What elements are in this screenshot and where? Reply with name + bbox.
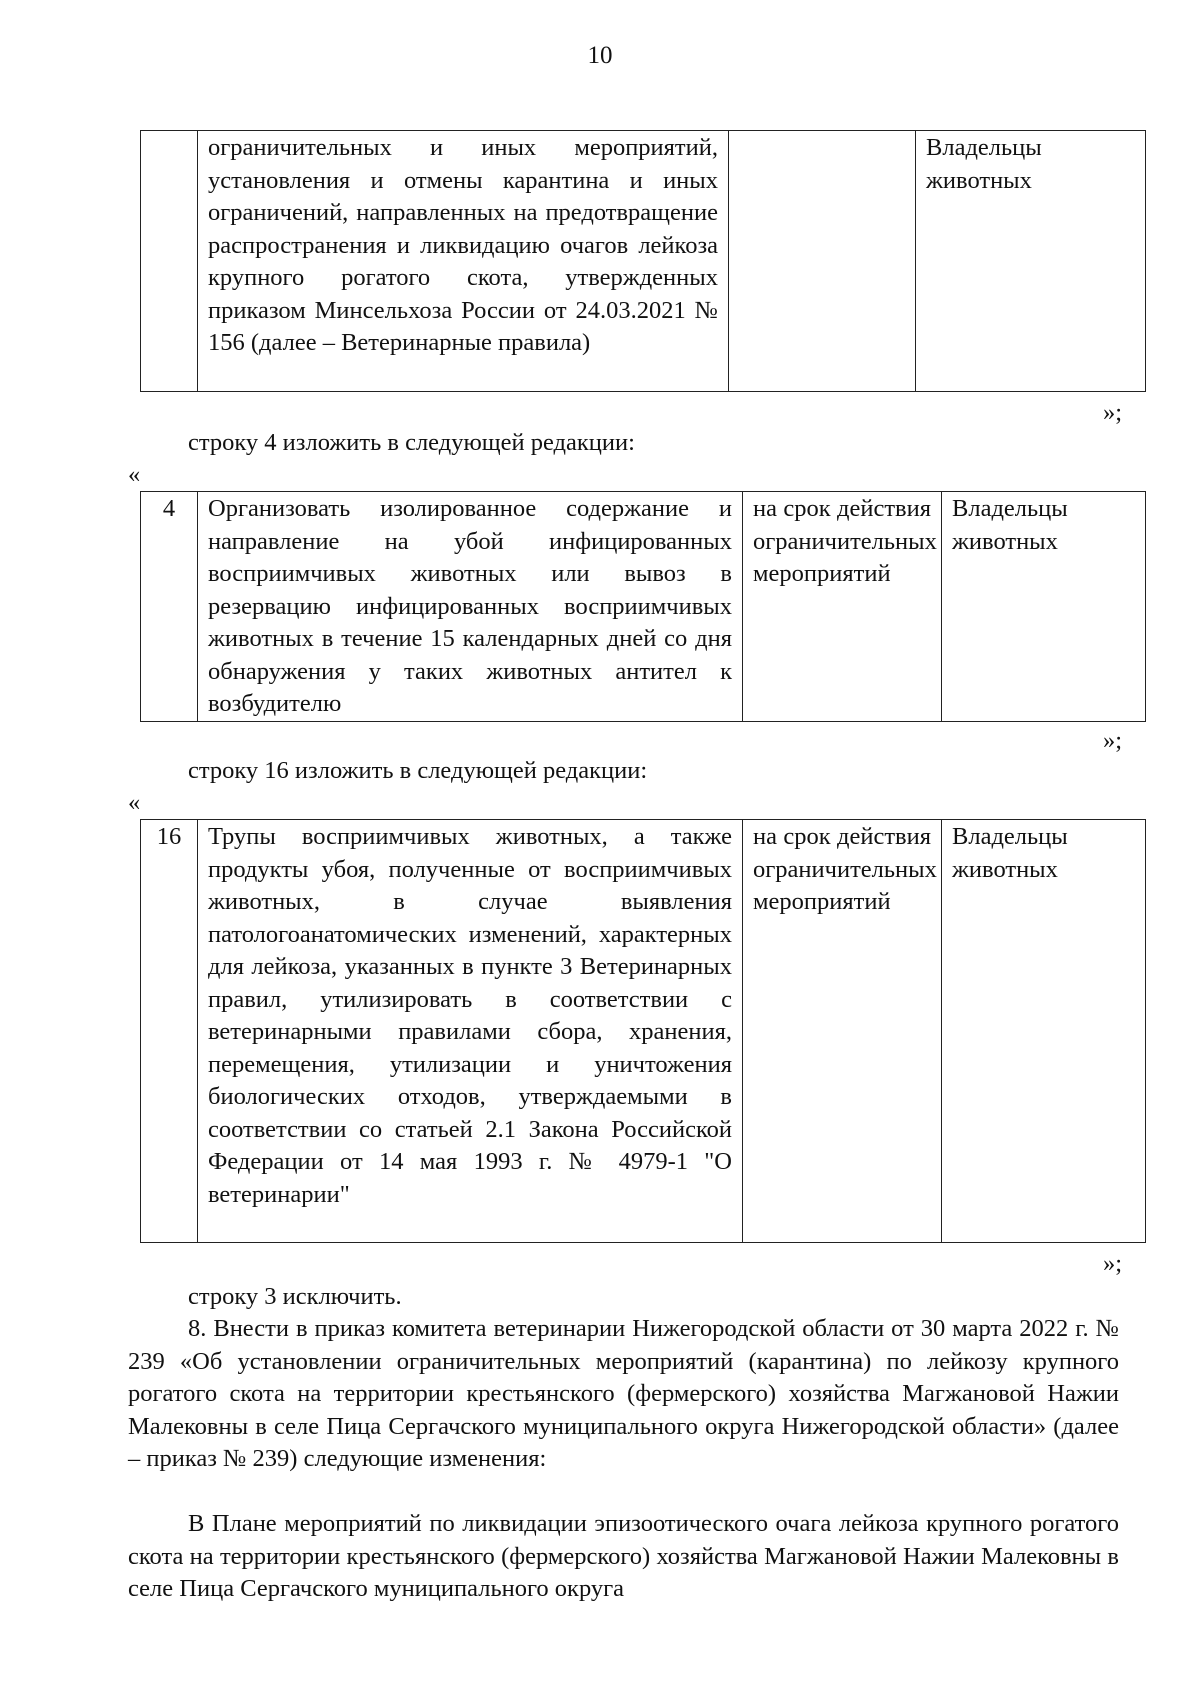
measure-responsible: Владельцы животных [942,820,1146,1243]
page-number: 10 [587,42,613,69]
closing-quote: »; [1102,727,1122,754]
row-number: 4 [141,492,198,722]
closing-quote: »; [1102,1250,1122,1277]
paragraph-plan: В Плане мероприятий по ликвидации эпизоотического очага лейкоза крупного рогатого скота на территории крестьянского (фермерского) хозяйства Магжановой Нажии Малековны в селе Пица Сергачского муниципального округа [128,1510,1119,1602]
opening-quote: « [128,461,141,488]
table-row [141,131,1146,392]
measure-description: ограничительных и иных мероприятий, установления и отмены карантина и иных ограничений, направленных на предотвращение распространения и ликвидацию очагов лейкоза крупного рогатого скота, утвержденных приказом Минсельхоза России от 24.03.2021 № 156 (далее – Ветеринарные правила) [198,131,729,392]
measure-responsible: Владельцы животных [916,131,1146,392]
measure-term [729,131,916,392]
measure-description: Организовать изолированное содержание и направление на убой инфицированных восприимчивых животных или вывоз в резервацию инфицированных восприимчивых животных в течение 15 календарных дней со дня обнаружения у таких животных антител к возбудителю [198,492,743,722]
measures-table-continuation [140,130,1146,392]
row-number [141,131,198,392]
opening-quote: « [128,789,141,816]
table-row [141,820,1146,1243]
measures-table-row-4 [140,491,1146,722]
instruction-row-3: строку 3 исключить. [188,1283,402,1310]
measure-responsible: Владельцы животных [942,492,1146,722]
instruction-row-16: строку 16 изложить в следующей редакции: [188,757,648,784]
measures-table-row-16 [140,819,1146,1243]
instruction-row-4: строку 4 изложить в следующей редакции: [188,429,635,456]
table-row [141,492,1146,722]
paragraph-8: 8. Внести в приказ комитета ветеринарии Нижегородской области от 30 марта 2022 г. № 239 «Об установлении ограничительных мероприятий (карантина) по лейкозу крупного рогатого скота на территории крестьянского (фермерского) хозяйства Магжановой Нажии Малековны в селе Пица Сергачского муниципального округа Нижегородской области» (далее – приказ № 239) следующие изменения: [128,1315,1119,1472]
measure-term: на срок действия ограничительных мероприятий [743,492,942,722]
closing-quote: »; [1102,399,1122,426]
measure-description: Трупы восприимчивых животных, а также продукты убоя, полученные от восприимчивых животных, в случае выявления патологоанатомических изменений, характерных для лейкоза, указанных в пункте 3 Ветеринарных правил, утилизировать в соответствии с ветеринарными правилами сбора, хранения, перемещения, утилизации и уничтожения биологических отходов, утверждаемыми в соответствии со статьей 2.1 Закона Российской Федерации от 14 мая 1993 г. № 4979-1 "О ветеринарии" [198,820,743,1243]
row-number: 16 [141,820,198,1243]
measure-term: на срок действия ограничительных мероприятий [743,820,942,1243]
